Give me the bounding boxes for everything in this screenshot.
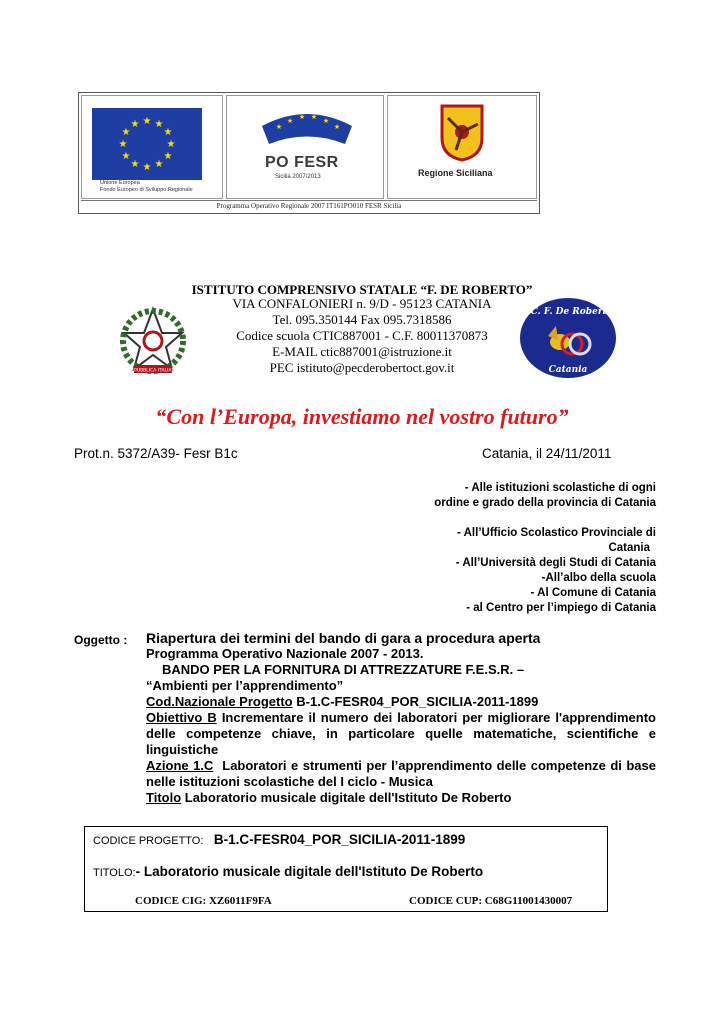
objective-label: Obiettivo B [146,710,217,725]
subject-title [146,790,656,806]
recipient-line: - All’Ufficio Scolastico Provinciale di [457,527,656,539]
project-title-value: - Laboratorio musicale digitale dell'Istituto De Roberto [135,864,484,879]
school-name: ISTITUTO COMPRENSIVO STATALE “F. DE ROBERTO” [191,282,533,297]
regione-siciliana-text: Regione Siciliana [418,168,493,178]
recipient-line: - All’Università degli Studi di Catania [455,557,656,569]
title-label: Titolo [146,790,182,805]
action-label: Azione 1.C [146,758,214,773]
recipient-line: -All’albo della scuola [541,572,656,584]
po-fesr-logo-text: PO FESR [265,154,339,171]
subject-heading: Riapertura dei termini del bando di gara a procedura aperta [146,630,541,646]
objective-value: Incrementare il numero dei laboratori per migliorare l'apprendimento delle competenze chiave, in particolare quelle matematiche, scientifiche e linguistiche [146,710,656,757]
recipient-line: Catania [608,542,650,554]
svg-text:★: ★ [310,113,318,121]
subject-line-ambienti: “Ambienti per l’apprendimento” [146,678,344,693]
motto: “Con l’Europa, investiamo nel vostro futuro” [155,404,569,429]
cig-code: CODICE CIG: XZ6011F9FA [135,895,272,907]
svg-text:★: ★ [130,159,140,170]
svg-text:★: ★ [142,116,152,127]
recipient-line: ordine e grado della provincia di Catania [434,497,656,509]
subject-block [146,630,656,806]
subject-cod [146,694,656,710]
recipient-line: - al Centro per l’impiego di Catania [466,602,656,614]
regione-siciliana-logo [387,95,537,199]
trinacria-shield-icon [440,104,484,162]
svg-text:★: ★ [286,117,294,125]
school-email: E-MAIL ctic887001@istruzione.it [272,344,452,359]
svg-text:★: ★ [121,151,131,162]
logo-banner [78,92,540,214]
svg-text:★: ★ [163,151,173,162]
project-code-value: B-1.C-FESR04_POR_SICILIA-2011-1899 [213,832,466,847]
project-title-row [93,863,483,881]
school-address-block [150,296,574,376]
svg-text:★: ★ [166,139,176,150]
recipient-line: - Al Comune di Catania [530,587,656,599]
subject-action [146,758,656,790]
school-codes: Codice scuola CTIC887001 - C.F. 80011370873 [236,328,488,343]
subject-objective [146,710,656,758]
protocol-date: Catania, il 24/11/2011 [482,446,612,461]
svg-text:★: ★ [118,139,128,150]
cup-code: CODICE CUP: C68G11001430007 [409,895,573,907]
school-logo-top-text: I.C. F. De Roberto [523,307,613,317]
emblem-ribbon-text: REPUBBLICA ITALIANA [128,368,178,374]
po-fesr-logo-sub: Sicilia 2007/2013 [275,174,321,180]
school-logo-bottom-text: Catania [548,365,588,375]
project-code-label: CODICE PROGETTO: [93,835,204,847]
svg-text:★: ★ [142,162,152,173]
subject-line-bando: BANDO PER LA FORNITURA DI ATTREZZATURE F.E.S.R. – [162,662,525,677]
title-value: Laboratorio musicale digitale dell'Istituto De Roberto [184,790,512,805]
subject-line-programme: Programma Operativo Nazionale 2007 - 2013. [146,646,424,661]
svg-text:★: ★ [298,113,306,121]
eu-logo [81,95,223,199]
cod-value: B-1.C-FESR04_POR_SICILIA-2011-1899 [296,694,539,709]
recipient-line: - Alle istituzioni scolastiche di ogni [464,482,656,494]
banner-footer: Programma Operativo Regionale 2007 IT161PO010 FESR Sicilia [81,200,537,211]
school-phone: Tel. 095.350144 Fax 095.7318586 [272,312,452,327]
eu-flag-icon [92,108,202,180]
svg-text:★: ★ [130,119,140,130]
project-code-row [93,831,465,849]
svg-text:★: ★ [163,127,173,138]
po-fesr-emblem-icon [257,104,357,154]
svg-text:★: ★ [154,159,164,170]
subject-label: Oggetto : [74,633,128,647]
svg-text:★: ★ [322,117,330,125]
svg-text:★: ★ [121,127,131,138]
project-code-box [84,826,608,912]
svg-text:★: ★ [333,123,341,131]
action-value: Laboratori e strumenti per l’apprendimento delle competenze di base nelle istituzioni scolastiche del I ciclo - Musica [146,758,656,789]
school-pec: PEC istituto@pecderobertoct.gov.it [269,360,455,375]
project-title-label: TITOLO: [93,867,136,879]
eu-caption: Unione Europea Fondo Europeo di Sviluppo Regionale [100,180,193,193]
protocol-number: Prot.n. 5372/A39- Fesr B1c [74,446,238,461]
school-logo-icon [518,296,618,380]
cod-label: Cod.Nazionale Progetto [146,694,293,709]
school-address: VIA CONFALONIERI n. 9/D - 95123 CATANIA [232,296,492,311]
svg-text:★: ★ [154,119,164,130]
svg-text:★: ★ [275,123,283,131]
po-fesr-logo [226,95,384,199]
